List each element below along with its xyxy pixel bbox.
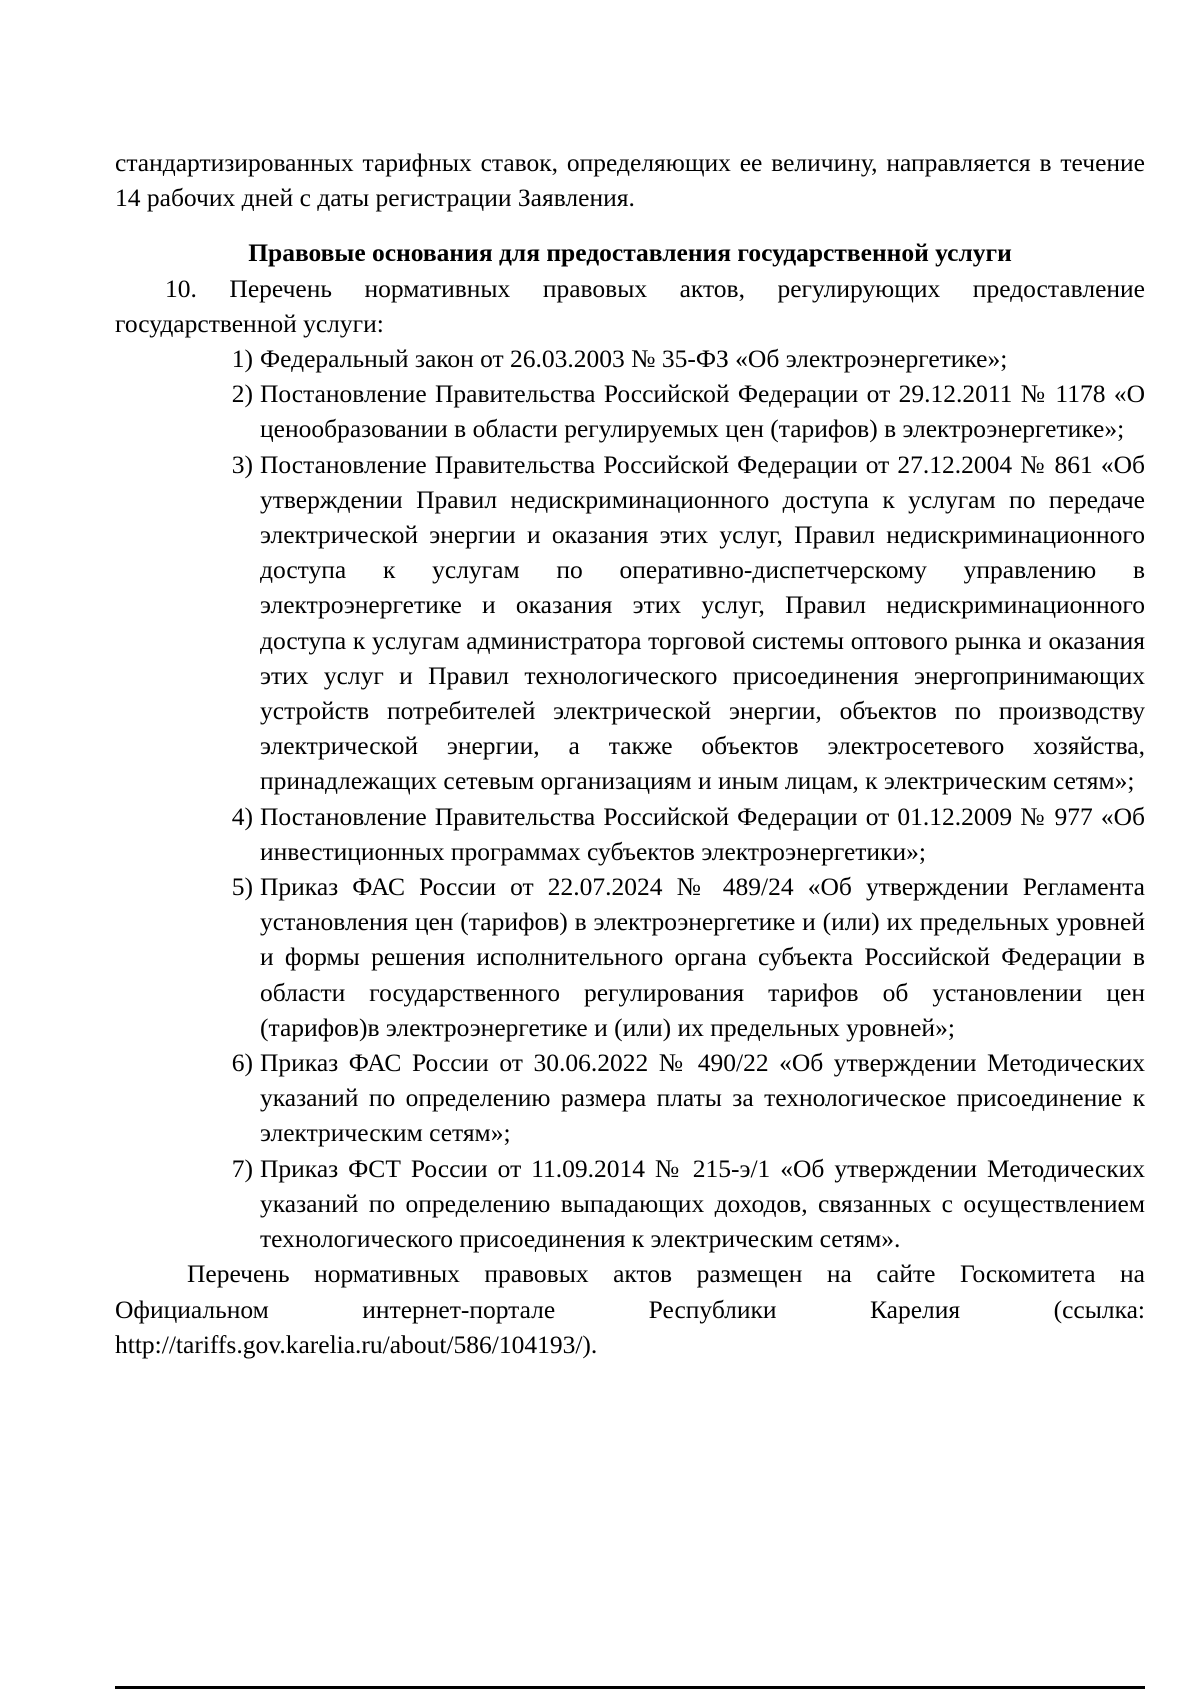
list-item-text: Приказ ФАС России от 30.06.2022 № 490/22 «Об утверждении Методических указаний по определению размера платы за технологическое присоединение к электрическим сетям»; xyxy=(260,1048,1145,1148)
list-item-number: 2) xyxy=(231,379,253,409)
list-item-text: Постановление Правительства Российской Федерации от 01.12.2009 № 977 «Об инвестиционных программах субъектов электроэнергетики»; xyxy=(260,801,1145,866)
list-item-text: Приказ ФСТ России от 11.09.2014 № 215-э/1 «Об утверждении Методических указаний по определению выпадающих доходов, связанных с осуществлением технологического присоединения к электрическим сетям». xyxy=(260,1153,1145,1254)
list-item xyxy=(115,447,1145,799)
document-page xyxy=(115,145,1145,1362)
list-item-number: 4) xyxy=(231,801,253,831)
section-lead-paragraph: 10. Перечень нормативных правовых актов, регулирующих предоставление государственной услуги: xyxy=(115,273,1145,338)
list-item-text: Приказ ФАС России от 22.07.2024 № 489/24 «Об утверждении Регламента установления цен (тарифов) в электроэнергетике и (или) их предельных уровней и формы решения исполнительного органа субъекта Российской Федерации в области государственного регулирования тарифов об установлении цен (тарифов)в электроэнергетике и (или) их предельных уровней»; xyxy=(260,872,1145,1042)
list-item xyxy=(115,869,1145,1045)
intro-paragraph: стандартизированных тарифных ставок, определяющих ее величину, направляется в течение 14 рабочих дней с даты регистрации Заявления. xyxy=(115,148,1145,213)
list-item xyxy=(115,341,1145,376)
list-item-number: 5) xyxy=(231,872,253,902)
section-heading: Правовые основания для предоставления государственной услуги xyxy=(248,238,1012,268)
page-bottom-divider xyxy=(115,1686,1145,1689)
list-item-number: 7) xyxy=(231,1153,253,1183)
list-item-text: Постановление Правительства Российской Федерации от 29.12.2011 № 1178 «О ценообразовании в области регулируемых цен (тарифов) в электроэнергетике»; xyxy=(260,379,1145,444)
list-item-text: Федеральный закон от 26.03.2003 № 35-ФЗ «Об электроэнергетике»; xyxy=(260,344,1008,374)
list-item xyxy=(115,799,1145,869)
legal-acts-list xyxy=(115,341,1145,1256)
list-item-number: 6) xyxy=(231,1048,253,1078)
closing-paragraph: Перечень нормативных правовых актов размещен на сайте Госкомитета на Официальном интернет-портале Республики Карелия (ссылка: http://tariffs.gov.karelia.ru/about/586/104193/). xyxy=(115,1259,1145,1359)
list-item xyxy=(115,1045,1145,1151)
list-item xyxy=(115,1151,1145,1257)
list-item-number: 1) xyxy=(231,344,253,374)
list-item-number: 3) xyxy=(231,449,253,479)
list-item-text: Постановление Правительства Российской Федерации от 27.12.2004 № 861 «Об утверждении Правил недискриминационного доступа к услугам по передаче электрической энергии и оказания этих услуг, Правил недискриминационного доступа к услугам по оперативно-диспетчерскому управлению в электроэнергетике и оказания этих услуг, Правил недискриминационного доступа к услугам администратора торговой системы оптового рынка и оказания этих услуг и Правил технологического присоединения энергопринимающих устройств потребителей электрической энергии, объектов по производству электрической энергии, а также объектов электросетевого хозяйства, принадлежащих сетевым организациям и иным лицам, к электрическим сетям»; xyxy=(260,449,1145,796)
list-item xyxy=(115,376,1145,446)
